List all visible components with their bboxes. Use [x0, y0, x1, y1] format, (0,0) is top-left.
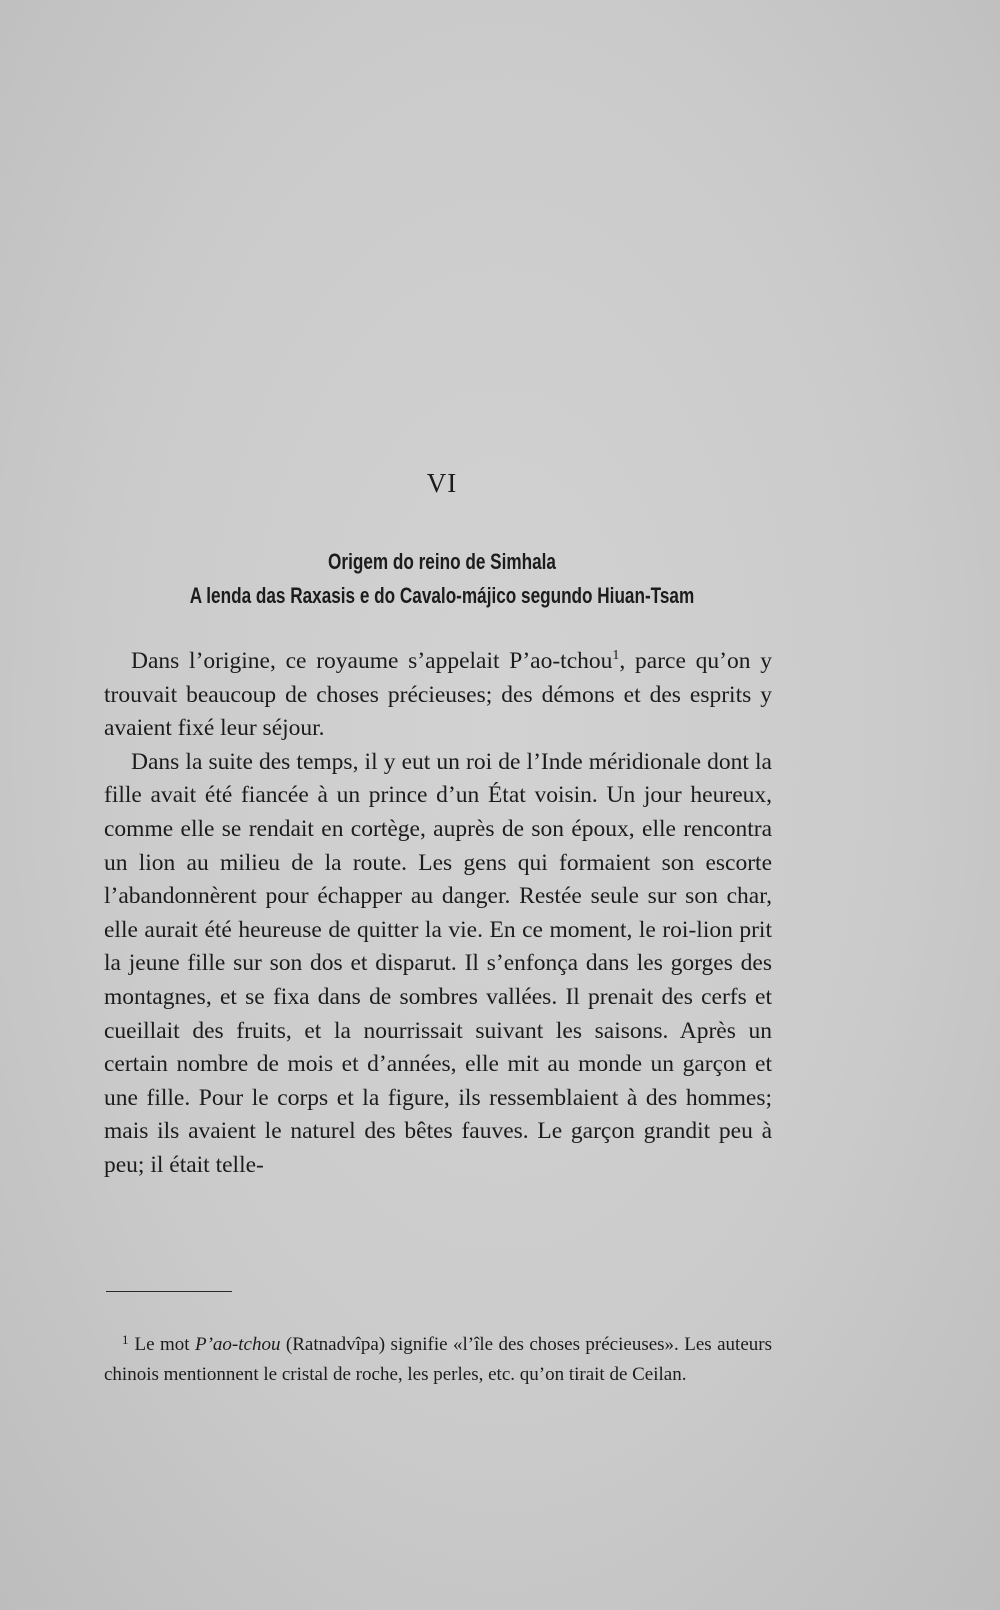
footnote-mark: 1 [122, 1332, 129, 1347]
paragraph-1-end: , parce qu’on y trouvait beaucoup de choses précieuses; des démons et des esprits y avaient fixé leur séjour. [104, 648, 772, 742]
footnote-rest: (Ratnadvîpa) signifie «l’île des choses précieuses». Les auteurs chinois mentionnent le cristal de roche, les perles, etc. qu’on tirait de Ceilan. [104, 1334, 772, 1385]
footnote-divider [106, 1291, 232, 1292]
footnote-reference: 1 [612, 648, 620, 663]
body-text [104, 645, 772, 1183]
footnote-text [104, 1330, 772, 1390]
footnote-term: P’ao-tchou [195, 1334, 281, 1355]
footnote [104, 1330, 772, 1390]
title-line-1: Origem do reino de Simhala [328, 549, 556, 574]
chapter-number: VI [426, 468, 458, 498]
paragraph-1-start: Dans l’origine, ce royaume s’appelait P’ao-tchou [131, 648, 613, 674]
title-line-2: A lenda das Raxasis e do Cavalo-májico segundo Hiuan-Tsam [189, 583, 695, 608]
paragraph-2: Dans la suite des temps, il y eut un roi de l’Inde méridionale dont la fille avait été fiancée à un prince d’un État voisin. Un jour heureux, comme elle se rendait en cortège, auprès de son époux, elle rencontra un lion au milieu de la route. Les gens qui formaient son escorte l’abandonnèrent pour échapper au danger. Restée seule sur son char, elle aurait été heureuse de quitter la vie. En ce moment, le roi-lion prit la jeune fille sur son dos et disparut. Il s’enfonça dans les gorges des montagnes, et se fixa dans de sombres vallées. Il prenait des cerfs et cueillait des fruits, et la nourrissait suivant les saisons. Après un certain nombre de mois et d’années, elle mit au monde un garçon et une fille. Pour le corps et la figure, ils ressemblaient à des hommes; mais ils avaient le naturel des bêtes fauves. Le garçon grandit peu à peu; il était telle- [104, 748, 772, 1178]
paragraph-1 [104, 645, 772, 746]
chapter-title [175, 545, 709, 613]
footnote-lead: Le mot [134, 1334, 195, 1355]
